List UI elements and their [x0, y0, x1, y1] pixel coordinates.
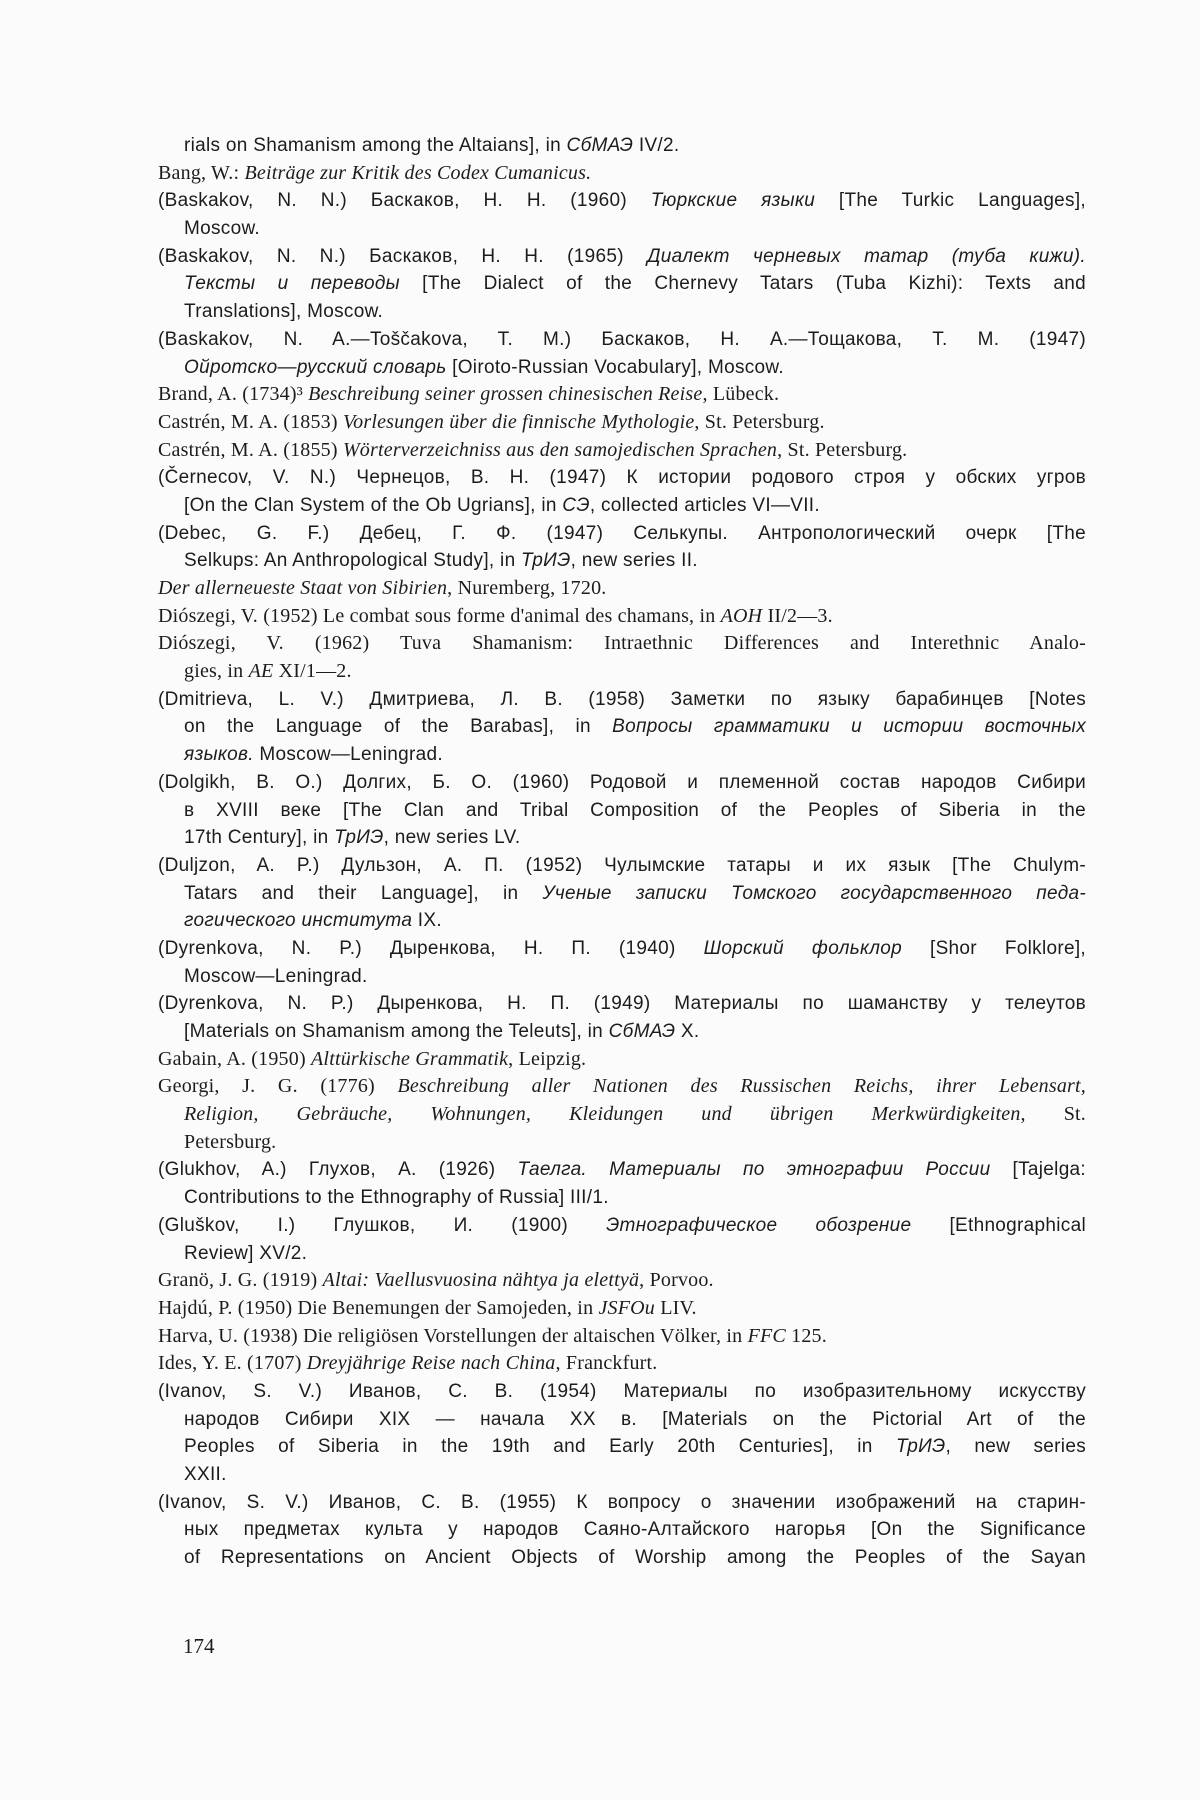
- italic-title: Beschreibung seiner grossen chinesischen Reise: [308, 383, 703, 406]
- entry-line: [158, 1378, 1086, 1406]
- italic-title: Wörterverzeichniss aus den samojedischen Sprachen: [342, 438, 778, 461]
- entry-line: [158, 990, 1086, 1018]
- entry-line: [158, 1240, 1086, 1268]
- text-segment: X.: [675, 1021, 700, 1042]
- text-segment: (Baskakov, N. N.) Баскаков, Н. Н. (1960): [158, 190, 651, 212]
- bibliography-entry: [158, 935, 1086, 990]
- text-segment: , new series: [945, 1436, 1086, 1458]
- text-segment: Petersburg.: [184, 1130, 277, 1153]
- entry-line: [158, 1212, 1086, 1240]
- text-segment: Moscow—Leningrad.: [253, 744, 443, 766]
- text-segment: Hajdú, P. (1950) Die Benemungen der Samojeden, in: [158, 1296, 599, 1319]
- text-segment: Harva, U. (1938) Die religiösen Vorstellungen der altaischen Völker, in: [158, 1324, 748, 1347]
- text-segment: (Baskakov, N. A.—Toščakova, T. M.) Баскаков, Н. А.—Тощакова, Т. М. (1947): [158, 328, 1086, 350]
- text-segment: ных предметах культа у народов Саяно-Алтайского нагорья [On the Significance: [184, 1519, 1086, 1541]
- bibliography-entry: [158, 852, 1086, 935]
- italic-title: Таелга. Материалы по этнографии России: [517, 1159, 991, 1181]
- entry-line: [158, 1461, 1086, 1489]
- entry-line: [158, 492, 1086, 520]
- text-segment: [On the Clan System of the Ob Ugrians], in: [184, 494, 563, 516]
- bibliography-entry: [158, 1046, 1086, 1074]
- italic-title: AOH: [720, 604, 763, 627]
- italic-title: Диалект черневых татар (туба кижи).: [647, 245, 1086, 267]
- bibliography-entry: [158, 1267, 1086, 1295]
- bibliography-entry: [158, 1212, 1086, 1267]
- entry-line: [158, 1156, 1086, 1184]
- italic-title: Этнографическое обозрение: [606, 1214, 912, 1236]
- italic-title: Religion, Gebräuche, Wohnungen, Kleidungen und übrigen Merkwürdigkeiten: [184, 1103, 1021, 1126]
- text-segment: (Baskakov, N. N.) Баскаков, Н. Н. (1965): [158, 245, 648, 267]
- bibliography-entry: [158, 603, 1086, 631]
- entry-line: [158, 381, 1086, 409]
- text-segment: Diószegi, V. (1952) Le combat sous forme d'animal des chamans, in: [158, 604, 721, 627]
- entry-line: [158, 547, 1086, 575]
- bibliography-entry: [158, 630, 1086, 685]
- entry-line: [158, 575, 1086, 603]
- italic-title: СЭ: [562, 494, 590, 516]
- text-segment: (Ivanov, S. V.) Иванов, С. В. (1955) К вопросу о значении изображений на старин-: [158, 1491, 1086, 1513]
- text-segment: , collected articles VI—VII.: [589, 494, 820, 516]
- italic-title: Ученые записки Томского государственного педа-: [542, 882, 1086, 904]
- italic-title: Beiträge zur Kritik des Codex Cumanicus.: [244, 161, 592, 184]
- text-segment: XI/1—2.: [273, 660, 352, 683]
- entry-line: [158, 1406, 1086, 1434]
- entry-line: [158, 1073, 1086, 1101]
- bibliography-entry: [158, 1489, 1086, 1572]
- text-segment: , St.: [1020, 1103, 1086, 1126]
- italic-title: Altai: Vaellusvuosina nähtya ja elettyä: [322, 1269, 640, 1292]
- entry-line: [158, 741, 1086, 769]
- text-segment: (Dyrenkova, N. P.) Дыренкова, Н. П. (1949) Материалы по шаманству у телеутов: [158, 993, 1086, 1015]
- text-segment: (Černecov, V. N.) Чернецов, В. Н. (1947) К истории родового строя у обских угров: [158, 467, 1086, 489]
- text-segment: [Ethnographical: [911, 1214, 1086, 1236]
- entry-line: [158, 464, 1086, 492]
- text-segment: Moscow—Leningrad.: [184, 965, 368, 987]
- text-segment: , Leipzig.: [508, 1047, 587, 1070]
- text-segment: в XVIII веке [The Clan and Tribal Composition of the Peoples of Siberia in the: [184, 799, 1086, 821]
- text-segment: Peoples of Siberia in the 19th and Early 20th Centuries], in: [184, 1436, 896, 1458]
- entry-line: [158, 963, 1086, 991]
- text-segment: , St. Petersburg.: [694, 410, 825, 433]
- entry-line: [158, 187, 1086, 215]
- italic-title: ТрИЭ: [896, 1436, 946, 1458]
- bibliography-entry: [158, 409, 1086, 437]
- bibliography-entry: [158, 132, 1086, 160]
- entry-line: [158, 1433, 1086, 1461]
- text-segment: Castrén, M. A. (1853): [158, 410, 343, 433]
- entry-line: [158, 1489, 1086, 1517]
- text-segment: , Lübeck.: [702, 383, 780, 406]
- bibliography-entry: [158, 326, 1086, 381]
- entry-line: [158, 797, 1086, 825]
- entry-line: [158, 326, 1086, 354]
- italic-title: Alttürkische Grammatik: [311, 1047, 509, 1070]
- entry-line: [158, 1295, 1086, 1323]
- italic-title: Der allerneueste Staat von Sibirien: [158, 577, 448, 599]
- entry-line: [158, 270, 1086, 298]
- bibliography-entry: [158, 1295, 1086, 1323]
- text-segment: Georgi, J. G. (1776): [158, 1075, 398, 1098]
- italic-title: Вопросы грамматики и истории восточных: [612, 716, 1086, 738]
- italic-title: языков.: [184, 744, 254, 766]
- text-segment: , Porvoo.: [639, 1269, 714, 1292]
- text-segment: [Materials on Shamanism among the Teleuts], in: [184, 1021, 609, 1042]
- entry-line: [158, 824, 1086, 852]
- bibliography-entry: [158, 990, 1086, 1045]
- text-segment: (Debec, G. F.) Дебец, Г. Ф. (1947) Селькупы. Антропологический очерк [The: [158, 522, 1086, 544]
- text-segment: , St. Petersburg.: [777, 438, 908, 461]
- text-segment: , Nuremberg, 1720.: [447, 577, 607, 599]
- italic-title: AE: [248, 660, 274, 683]
- text-segment: [The Turkic Languages],: [815, 190, 1086, 212]
- italic-title: Ойротско—русский словарь: [184, 356, 447, 378]
- text-segment: 17th Century], in: [184, 827, 335, 849]
- bibliography-entry: [158, 686, 1086, 769]
- entry-line: [158, 630, 1086, 658]
- text-segment: (Glukhov, A.) Глухов, А. (1926): [158, 1159, 518, 1181]
- entry-line: [158, 520, 1086, 548]
- bibliography-entry: [158, 243, 1086, 326]
- text-segment: Translations], Moscow.: [184, 301, 384, 323]
- text-segment: XXII.: [184, 1464, 227, 1485]
- bibliography-entry: [158, 520, 1086, 575]
- text-segment: (Dolgikh, B. O.) Долгих, Б. О. (1960) Родовой и племенной состав народов Сибири: [158, 771, 1086, 793]
- text-segment: Granö, J. G. (1919): [158, 1269, 323, 1292]
- text-segment: , Franckfurt.: [555, 1352, 658, 1375]
- entry-line: [158, 437, 1086, 465]
- entry-line: [158, 1046, 1086, 1074]
- page-number: 174: [183, 1634, 215, 1658]
- text-segment: Selkups: An Anthropological Study], in: [184, 550, 522, 572]
- entry-line: [158, 409, 1086, 437]
- entry-line: [158, 215, 1086, 243]
- bibliography-entry: [158, 160, 1086, 188]
- text-segment: , new series II.: [570, 550, 698, 572]
- entry-line: [158, 132, 1086, 160]
- entry-line: [158, 243, 1086, 271]
- text-segment: , new series LV.: [383, 827, 521, 849]
- text-segment: (Dmitrieva, L. V.) Дмитриева, Л. В. (1958) Заметки по языку барабинцев [Notes: [158, 688, 1086, 710]
- italic-title: Vorlesungen über die finnische Mythologie: [342, 410, 695, 433]
- italic-title: Beschreibung aller Nationen des Russischen Reichs, ihrer Lebensart,: [397, 1075, 1086, 1098]
- italic-title: СбМАЭ: [608, 1021, 676, 1042]
- entry-line: [158, 852, 1086, 880]
- text-segment: II/2—3.: [762, 604, 833, 627]
- text-segment: Gabain, A. (1950): [158, 1047, 312, 1070]
- entry-line: [158, 1350, 1086, 1378]
- bibliography-entry: [158, 381, 1086, 409]
- italic-title: СбМАЭ: [566, 135, 634, 156]
- bibliography-entry: [158, 1073, 1086, 1156]
- text-segment: on the Language of the Barabas], in: [184, 716, 613, 738]
- italic-title: Тексты и переводы: [184, 273, 400, 295]
- text-segment: Brand, A. (1734)³: [158, 383, 309, 406]
- text-segment: Castrén, M. A. (1855): [158, 438, 343, 461]
- entry-line: [158, 354, 1086, 382]
- entry-line: [158, 880, 1086, 908]
- entry-line: [158, 298, 1086, 326]
- text-segment: [Oiroto-Russian Vocabulary], Moscow.: [446, 356, 784, 378]
- text-segment: Bang, W.:: [158, 161, 245, 184]
- text-segment: [Shor Folklore],: [902, 937, 1086, 959]
- bibliography-entry: [158, 1378, 1086, 1489]
- text-segment: (Dyrenkova, N. P.) Дыренкова, Н. П. (1940): [158, 937, 704, 959]
- entry-line: [158, 1516, 1086, 1544]
- entry-line: [158, 1267, 1086, 1295]
- entry-line: [158, 603, 1086, 631]
- bibliography-entry: [158, 1323, 1086, 1351]
- text-segment: Tatars and their Language], in: [184, 882, 543, 904]
- text-segment: IV/2.: [633, 135, 680, 156]
- entry-line: [158, 1323, 1086, 1351]
- bibliography-entry: [158, 1156, 1086, 1211]
- italic-title: Тюркские языки: [650, 190, 816, 212]
- entry-line: [158, 160, 1086, 188]
- entry-line: [158, 769, 1086, 797]
- entry-line: [158, 1544, 1086, 1572]
- bibliography-entry: [158, 464, 1086, 519]
- text-segment: 125.: [785, 1324, 827, 1347]
- entry-line: [158, 1184, 1086, 1212]
- text-segment: LIV.: [655, 1296, 697, 1319]
- entry-line: [158, 713, 1086, 741]
- text-segment: Review] XV/2.: [184, 1242, 308, 1264]
- text-segment: of Representations on Ancient Objects of Worship among the Peoples of the Sayan: [184, 1547, 1086, 1569]
- italic-title: гогического института: [184, 910, 413, 932]
- text-segment: rials on Shamanism among the Altaians], in: [184, 135, 567, 156]
- italic-title: FFC: [747, 1324, 786, 1347]
- entry-line: [158, 658, 1086, 686]
- bibliography-entry: [158, 1350, 1086, 1378]
- italic-title: Dreyjährige Reise nach China: [306, 1352, 556, 1375]
- text-segment: gies, in: [184, 660, 249, 683]
- entry-line: [158, 1101, 1086, 1129]
- bibliography-entry: [158, 187, 1086, 242]
- text-segment: IX.: [412, 910, 442, 932]
- text-segment: (Duljzon, A. P.) Дульзон, А. П. (1952) Чулымские татары и их язык [The Chulym-: [158, 854, 1086, 876]
- entry-line: [158, 686, 1086, 714]
- text-segment: Diószegi, V. (1962) Tuva Shamanism: Intraethnic Differences and Interethnic Analo-: [158, 632, 1086, 655]
- text-segment: Contributions to the Ethnography of Russia] III/1.: [184, 1187, 609, 1209]
- entry-line: [158, 907, 1086, 935]
- text-segment: (Gluškov, I.) Глушков, И. (1900): [158, 1214, 607, 1236]
- italic-title: Шорский фольклор: [703, 937, 903, 959]
- entry-line: [158, 1018, 1086, 1046]
- text-segment: [The Dialect of the Chernevy Tatars (Tuba Kizhi): Texts and: [399, 273, 1086, 295]
- text-segment: народов Сибири XIX — начала XX в. [Materials on the Pictorial Art of the: [184, 1408, 1086, 1430]
- italic-title: ТрИЭ: [521, 550, 571, 572]
- text-segment: Ides, Y. E. (1707): [158, 1352, 307, 1375]
- text-segment: Moscow.: [184, 218, 261, 240]
- text-segment: (Ivanov, S. V.) Иванов, С. В. (1954) Материалы по изобразительному искусству: [158, 1380, 1086, 1402]
- text-segment: [Tajelga:: [990, 1159, 1086, 1181]
- bibliography-entry: [158, 437, 1086, 465]
- italic-title: JSFOu: [598, 1296, 656, 1319]
- entry-line: [158, 1129, 1086, 1157]
- italic-title: ТрИЭ: [334, 827, 384, 849]
- bibliography-entry: [158, 575, 1086, 603]
- entry-line: [158, 935, 1086, 963]
- bibliography-list: [158, 132, 1086, 1572]
- bibliography-entry: [158, 769, 1086, 852]
